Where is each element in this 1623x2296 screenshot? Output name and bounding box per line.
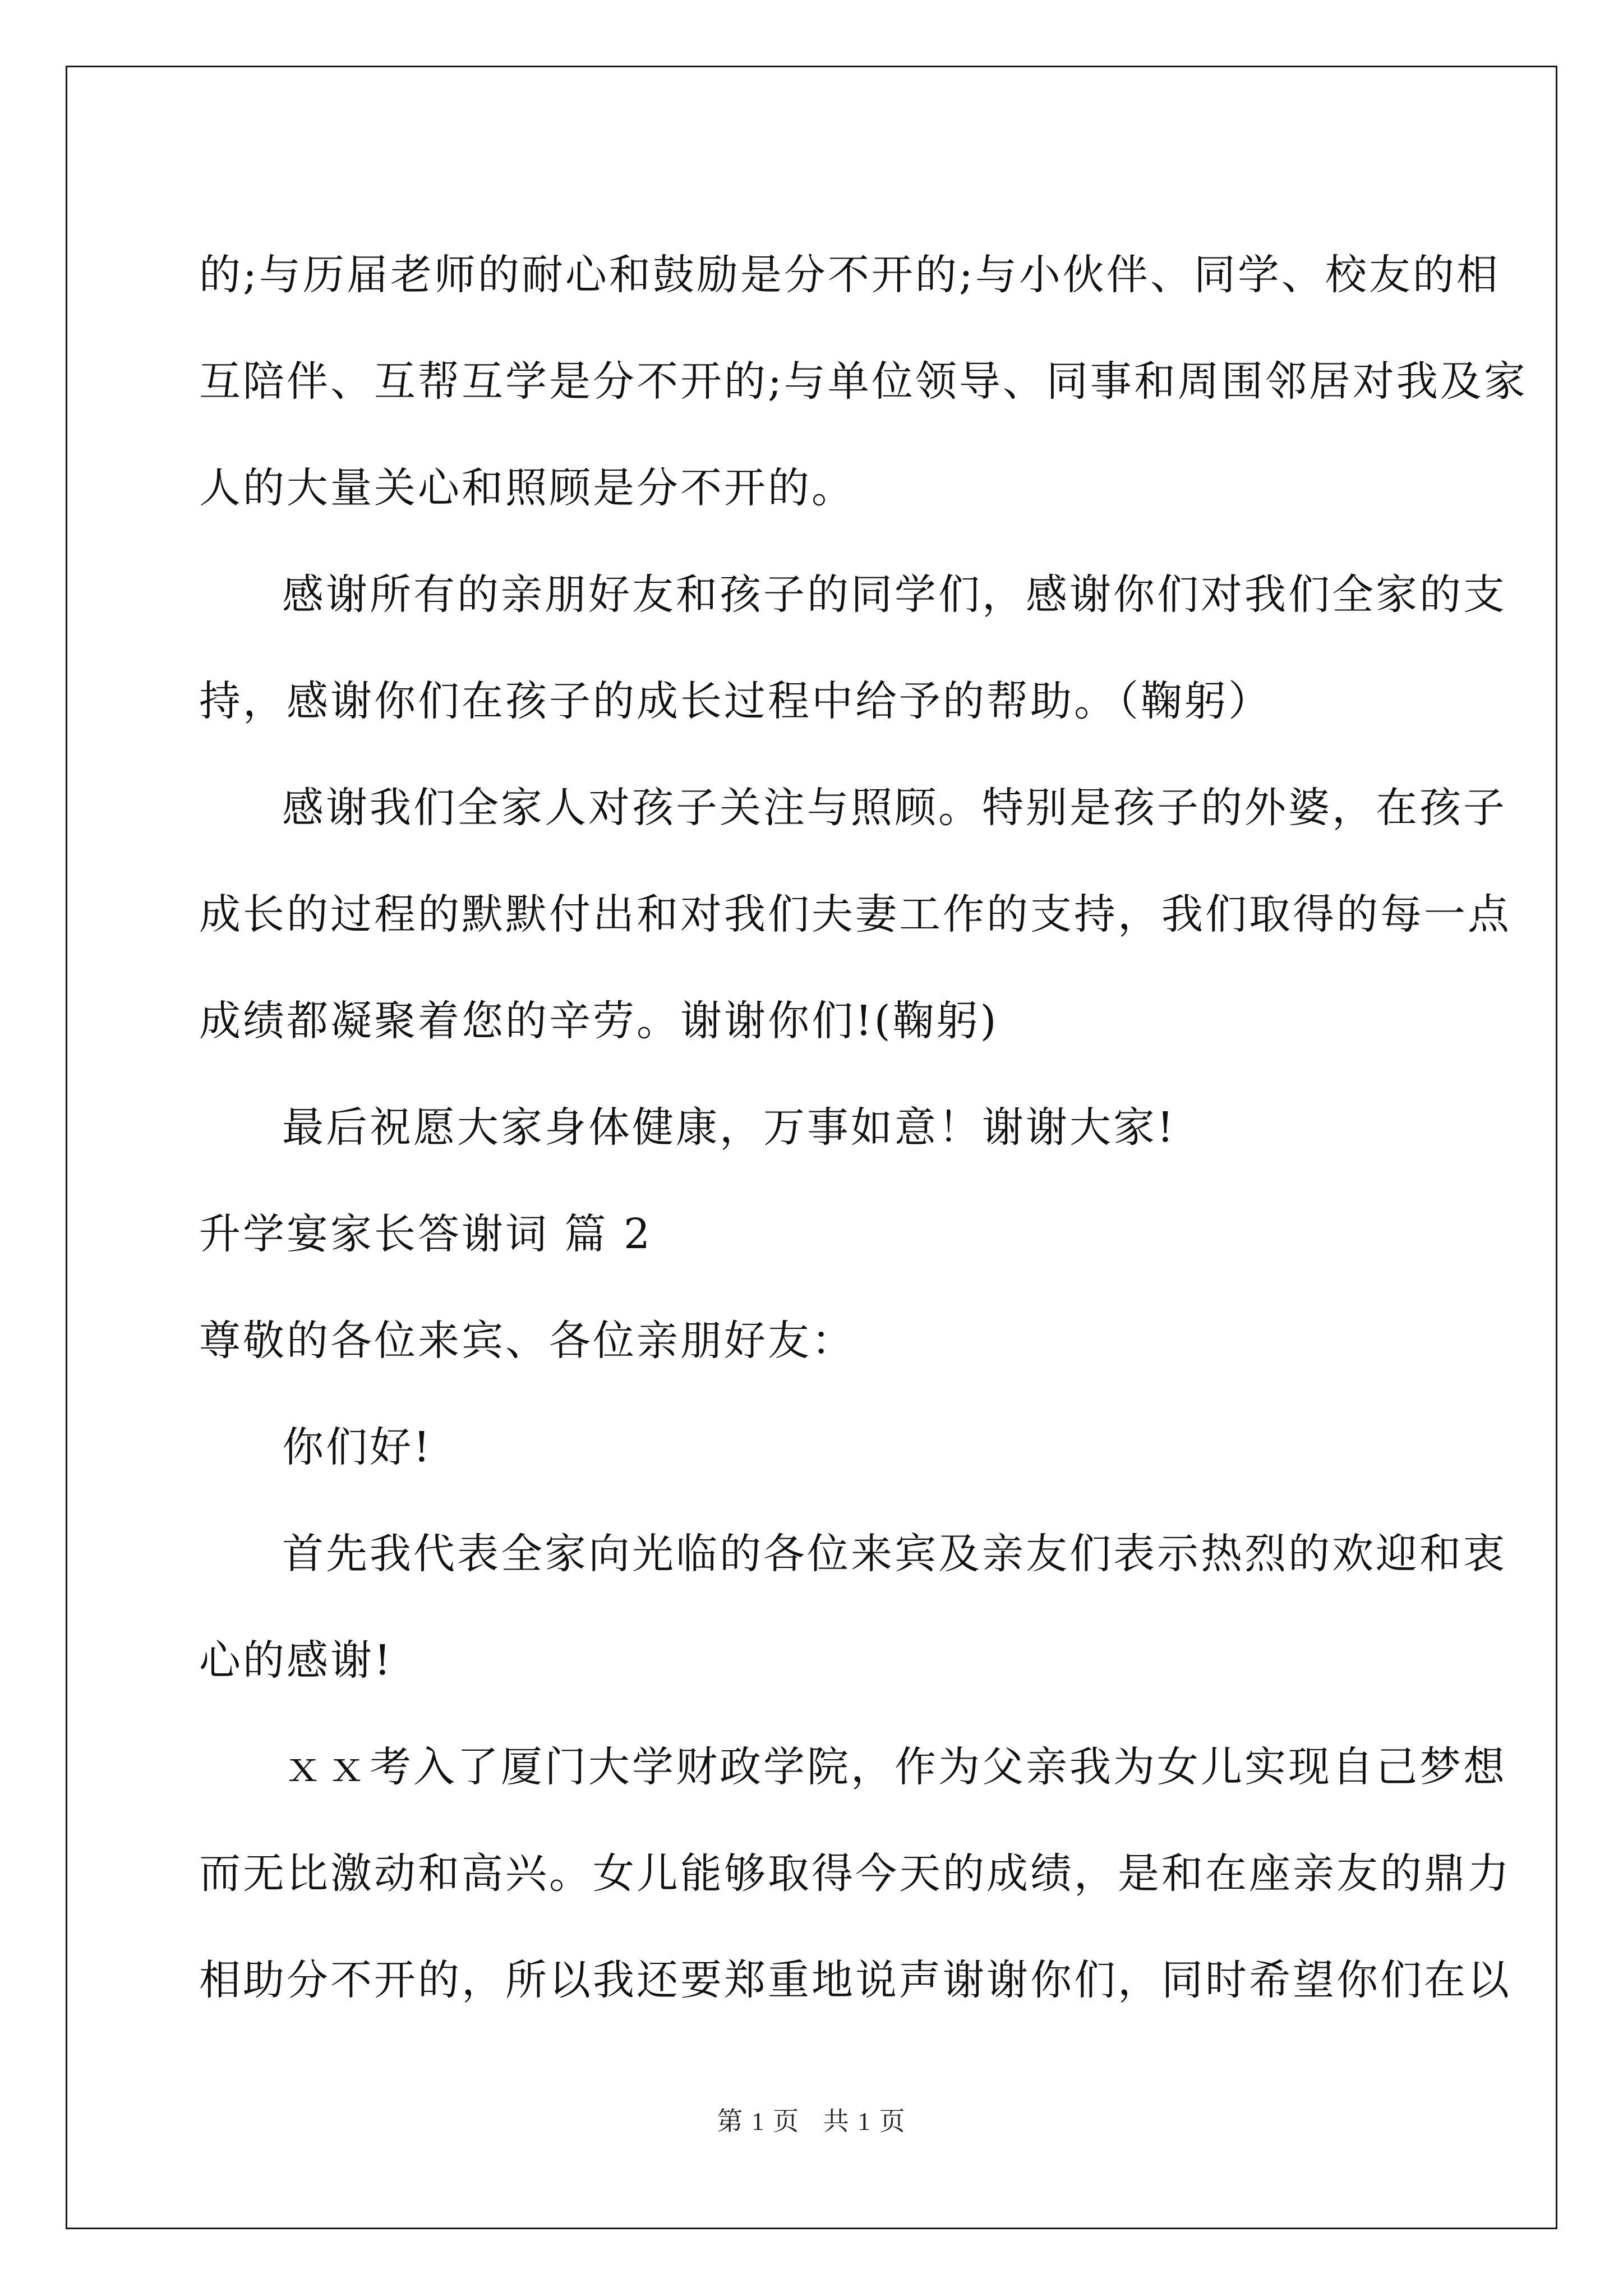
text-line: 成长的过程的默默付出和对我们夫妻工作的支持，我们取得的每一点	[199, 890, 1511, 938]
paragraph-first-line: ｘｘ考入了厦门大学财政学院，作为父亲我为女儿实现自己梦想	[282, 1743, 1507, 1791]
text-line: 而无比激动和高兴。女儿能够取得今天的成绩，是和在座亲友的鼎力	[199, 1849, 1511, 1898]
paragraph-first-line: 感谢我们全家人对孩子关注与照顾。特别是孩子的外婆，在孩子	[282, 784, 1507, 832]
text-line: 成绩都凝聚着您的辛劳。谢谢你们!(鞠躬)	[199, 997, 999, 1045]
document-body	[199, 222, 1528, 2033]
text-line: 人的大量关心和照顾是分不开的。	[199, 464, 855, 512]
salutation: 尊敬的各位来宾、各位亲朋好友：	[199, 1317, 855, 1365]
paragraph-first-line: 首先我代表全家向光临的各位来宾及亲友们表示热烈的欢迎和衷	[282, 1530, 1507, 1578]
page-total: 共 1 页	[823, 2107, 906, 2136]
text-line: 持，感谢你们在孩子的成长过程中给予的帮助。（鞠躬）	[199, 677, 1272, 725]
text-line: 的;与历届老师的耐心和鼓励是分不开的;与小伙伴、同学、校友的相	[199, 251, 1500, 299]
page-number: 第 1 页	[717, 2107, 800, 2136]
section-heading: 升学宴家长答谢词 篇 2	[199, 1210, 653, 1258]
text-line: 相助分不开的，所以我还要郑重地说声谢谢你们，同时希望你们在以	[199, 1956, 1511, 2004]
text-line: 心的感谢!	[199, 1636, 393, 1685]
text-line: 互陪伴、互帮互学是分不开的;与单位领导、同事和周围邻居对我及家	[199, 357, 1528, 406]
page-footer	[0, 2101, 1623, 2138]
greeting: 你们好!	[282, 1423, 432, 1471]
paragraph-first-line: 最后祝愿大家身体健康，万事如意！谢谢大家!	[282, 1103, 1176, 1152]
paragraph-first-line: 感谢所有的亲朋好友和孩子的同学们，感谢你们对我们全家的支	[282, 570, 1507, 619]
